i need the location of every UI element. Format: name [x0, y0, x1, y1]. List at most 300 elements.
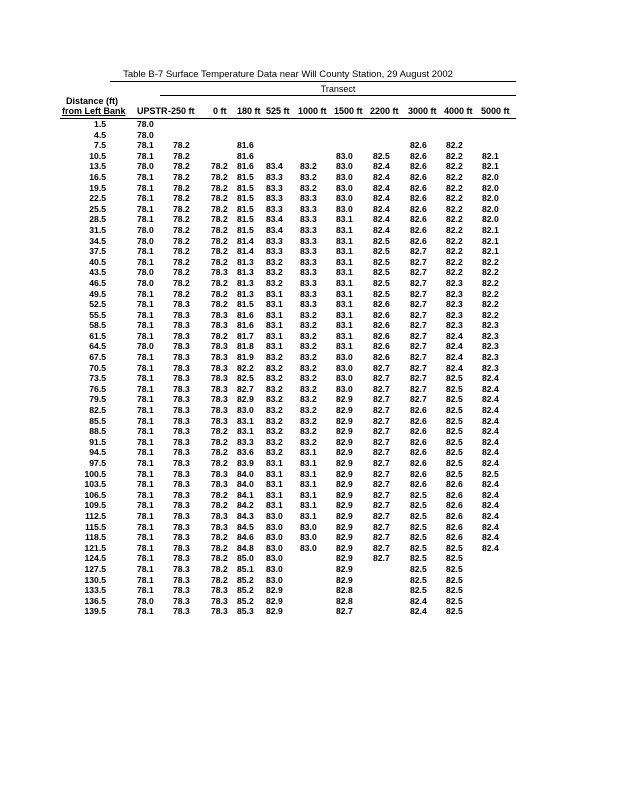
temperature-cell: 78.2	[211, 235, 228, 246]
temperature-cell: 78.0	[137, 119, 154, 129]
distance-cell: 118.5	[84, 532, 106, 543]
distance-cell: 109.5	[84, 500, 106, 511]
temperature-cell: 83.2	[300, 309, 317, 320]
temperature-cell: 83.2	[266, 394, 283, 405]
temperature-cell: 81.3	[237, 256, 254, 267]
temperature-cell: 78.1	[137, 320, 154, 331]
temperature-cell: 81.6	[237, 140, 254, 151]
temperature-cell: 82.5	[446, 468, 463, 479]
temperature-cell: 83.1	[300, 500, 317, 511]
table-row	[0, 416, 618, 427]
temperature-cell: 82.1	[482, 246, 499, 257]
column-header: -250 ft	[168, 106, 195, 116]
temperature-cell: 78.2	[211, 447, 228, 458]
temperature-cell: 82.4	[446, 341, 463, 352]
temperature-cell: 82.3	[482, 330, 499, 341]
column-header: 1000 ft	[298, 106, 327, 116]
distance-cell: 46.5	[89, 277, 106, 288]
temperature-cell: 82.7	[410, 341, 427, 352]
temperature-cell: 83.2	[266, 362, 283, 373]
temperature-cell: 78.1	[137, 489, 154, 500]
temperature-cell: 78.2	[211, 288, 228, 299]
temperature-cell: 83.3	[300, 235, 317, 246]
temperature-cell: 82.7	[410, 394, 427, 405]
temperature-cell: 82.6	[446, 479, 463, 490]
temperature-cell: 82.4	[373, 203, 390, 214]
temperature-cell: 82.6	[446, 489, 463, 500]
temperature-cell: 83.2	[300, 426, 317, 437]
temperature-cell: 78.3	[173, 563, 190, 574]
temperature-cell: 82.7	[410, 277, 427, 288]
temperature-cell: 78.1	[137, 415, 154, 426]
temperature-cell: 83.4	[266, 161, 283, 172]
temperature-cell: 78.2	[211, 193, 228, 204]
temperature-cell: 82.2	[446, 267, 463, 278]
temperature-cell: 82.4	[482, 447, 499, 458]
temperature-cell: 83.1	[266, 500, 283, 511]
distance-cell: 28.5	[89, 214, 106, 225]
temperature-cell: 78.1	[137, 394, 154, 405]
temperature-cell: 82.5	[446, 436, 463, 447]
temperature-cell: 78.2	[173, 224, 190, 235]
table-body	[0, 119, 618, 617]
temperature-cell: 83.1	[336, 288, 353, 299]
table-title: Table B-7 Surface Temperature Data near Will County Station, 29 August 2002	[123, 69, 453, 80]
temperature-cell: 83.2	[300, 436, 317, 447]
temperature-cell: 78.1	[137, 309, 154, 320]
temperature-cell: 82.6	[410, 171, 427, 182]
temperature-cell: 83.0	[300, 521, 317, 532]
table-row	[0, 278, 618, 289]
temperature-cell: 78.2	[211, 489, 228, 500]
temperature-cell: 82.6	[410, 426, 427, 437]
distance-cell: 115.5	[84, 521, 106, 532]
distance-cell: 1.5	[94, 119, 106, 129]
temperature-cell: 82.2	[446, 161, 463, 172]
temperature-cell: 82.6	[446, 510, 463, 521]
temperature-cell: 85.2	[237, 585, 254, 596]
table-row	[0, 575, 618, 586]
temperature-cell: 78.2	[211, 161, 228, 172]
temperature-cell: 83.0	[266, 532, 283, 543]
temperature-cell: 82.4	[482, 405, 499, 416]
temperature-cell: 83.3	[266, 235, 283, 246]
table-row	[0, 130, 618, 141]
temperature-cell: 82.9	[336, 542, 353, 553]
temperature-cell: 78.3	[173, 394, 190, 405]
temperature-cell: 82.0	[482, 182, 499, 193]
transect-rule	[160, 95, 516, 96]
temperature-cell: 82.6	[410, 224, 427, 235]
temperature-cell: 81.7	[237, 330, 254, 341]
temperature-cell: 82.6	[446, 521, 463, 532]
temperature-cell: 82.4	[373, 161, 390, 172]
temperature-cell: 82.4	[482, 532, 499, 543]
distance-cell: 85.5	[89, 415, 106, 426]
temperature-cell: 83.2	[300, 161, 317, 172]
temperature-cell: 78.1	[137, 479, 154, 490]
table-row	[0, 267, 618, 278]
distance-cell: 124.5	[84, 553, 106, 564]
temperature-cell: 83.1	[266, 489, 283, 500]
temperature-cell: 82.0	[482, 203, 499, 214]
temperature-cell: 83.0	[266, 521, 283, 532]
temperature-cell: 81.4	[237, 235, 254, 246]
temperature-cell: 82.9	[336, 447, 353, 458]
temperature-cell: 83.0	[266, 574, 283, 585]
table-row	[0, 606, 618, 617]
temperature-cell: 82.3	[446, 309, 463, 320]
temperature-cell: 82.5	[410, 563, 427, 574]
table-row	[0, 500, 618, 511]
temperature-cell: 82.6	[446, 500, 463, 511]
temperature-cell: 78.0	[137, 267, 154, 278]
temperature-cell: 82.6	[410, 182, 427, 193]
table-row	[0, 490, 618, 501]
temperature-cell: 83.1	[336, 214, 353, 225]
column-header: 0 ft	[213, 106, 227, 116]
temperature-cell: 83.1	[237, 426, 254, 437]
temperature-cell: 82.5	[373, 288, 390, 299]
temperature-cell: 78.2	[211, 214, 228, 225]
temperature-cell: 78.2	[173, 246, 190, 257]
temperature-cell: 78.2	[211, 171, 228, 182]
temperature-cell: 82.9	[237, 394, 254, 405]
temperature-cell: 78.1	[137, 521, 154, 532]
column-header: 525 ft	[266, 106, 290, 116]
temperature-cell: 83.1	[336, 246, 353, 257]
temperature-cell: 82.2	[482, 288, 499, 299]
table-row	[0, 352, 618, 363]
temperature-cell: 82.5	[373, 246, 390, 257]
temperature-cell: 84.0	[237, 468, 254, 479]
temperature-cell: 78.1	[137, 299, 154, 310]
temperature-cell: 78.2	[211, 532, 228, 543]
temperature-cell: 85.2	[237, 574, 254, 585]
temperature-cell: 82.5	[237, 373, 254, 384]
temperature-cell: 82.7	[410, 320, 427, 331]
temperature-cell: 78.3	[211, 320, 228, 331]
table-row	[0, 151, 618, 162]
temperature-cell: 78.3	[173, 574, 190, 585]
temperature-cell: 83.2	[300, 182, 317, 193]
temperature-cell: 78.1	[137, 500, 154, 511]
temperature-cell: 83.2	[266, 352, 283, 363]
distance-cell: 94.5	[89, 447, 106, 458]
temperature-cell: 82.4	[373, 171, 390, 182]
temperature-cell: 83.3	[300, 246, 317, 257]
temperature-cell: 82.2	[446, 140, 463, 151]
temperature-cell: 78.1	[137, 468, 154, 479]
temperature-cell: 82.9	[336, 468, 353, 479]
temperature-cell: 78.3	[211, 383, 228, 394]
temperature-cell: 81.5	[237, 214, 254, 225]
distance-cell: 79.5	[89, 394, 106, 405]
temperature-cell: 78.1	[137, 532, 154, 543]
temperature-cell: 82.7	[373, 542, 390, 553]
table-row	[0, 564, 618, 575]
temperature-cell: 78.1	[137, 288, 154, 299]
temperature-cell: 82.5	[446, 415, 463, 426]
distance-cell: 34.5	[89, 235, 106, 246]
table-row	[0, 447, 618, 458]
temperature-cell: 81.5	[237, 171, 254, 182]
temperature-cell: 83.0	[336, 193, 353, 204]
table-row	[0, 479, 618, 490]
distance-cell: 67.5	[89, 352, 106, 363]
temperature-cell: 78.2	[211, 299, 228, 310]
temperature-cell: 82.9	[266, 606, 283, 617]
distance-cell: 22.5	[89, 193, 106, 204]
title-rule	[110, 81, 516, 82]
temperature-cell: 83.1	[300, 489, 317, 500]
temperature-cell: 83.3	[300, 288, 317, 299]
temperature-cell: 83.3	[266, 203, 283, 214]
temperature-cell: 82.1	[482, 224, 499, 235]
temperature-cell: 83.1	[336, 309, 353, 320]
temperature-cell: 78.1	[137, 256, 154, 267]
temperature-cell: 82.7	[373, 479, 390, 490]
temperature-cell: 78.1	[137, 140, 154, 151]
temperature-cell: 83.2	[300, 171, 317, 182]
temperature-cell: 82.7	[373, 362, 390, 373]
temperature-cell: 78.3	[173, 415, 190, 426]
temperature-cell: 78.3	[173, 542, 190, 553]
temperature-cell: 78.3	[173, 458, 190, 468]
temperature-cell: 78.1	[137, 352, 154, 363]
temperature-cell: 82.2	[446, 235, 463, 246]
distance-cell: 136.5	[84, 595, 106, 606]
temperature-cell: 82.9	[336, 574, 353, 585]
temperature-cell: 83.3	[266, 182, 283, 193]
temperature-cell: 82.7	[410, 288, 427, 299]
temperature-cell: 82.4	[482, 426, 499, 437]
temperature-cell: 82.6	[373, 299, 390, 310]
temperature-cell: 82.4	[373, 193, 390, 204]
temperature-cell: 82.4	[482, 510, 499, 521]
temperature-cell: 81.5	[237, 299, 254, 310]
temperature-cell: 78.3	[173, 489, 190, 500]
temperature-cell: 82.8	[336, 595, 353, 606]
column-header: 3000 ft	[408, 106, 437, 116]
temperature-cell: 83.3	[266, 246, 283, 257]
table-row	[0, 469, 618, 480]
temperature-cell: 83.2	[300, 394, 317, 405]
distance-cell: 58.5	[89, 320, 106, 331]
table-row	[0, 299, 618, 310]
temperature-cell: 78.2	[173, 214, 190, 225]
temperature-cell: 78.1	[137, 246, 154, 257]
temperature-cell: 78.1	[137, 447, 154, 458]
temperature-cell: 82.6	[410, 415, 427, 426]
temperature-cell: 82.2	[482, 256, 499, 267]
temperature-cell: 83.2	[266, 436, 283, 447]
temperature-cell: 82.5	[446, 595, 463, 606]
temperature-cell: 82.9	[336, 563, 353, 574]
temperature-cell: 81.6	[237, 150, 254, 161]
temperature-cell: 83.1	[300, 447, 317, 458]
temperature-cell: 78.2	[173, 140, 190, 151]
column-header: 5000 ft	[481, 106, 510, 116]
temperature-cell: 82.9	[336, 426, 353, 437]
temperature-cell: 82.2	[446, 214, 463, 225]
temperature-cell: 83.3	[237, 436, 254, 447]
temperature-cell: 82.1	[482, 161, 499, 172]
temperature-cell: 82.4	[482, 458, 499, 468]
temperature-cell: 82.6	[410, 447, 427, 458]
temperature-cell: 83.1	[266, 288, 283, 299]
temperature-cell: 82.4	[373, 214, 390, 225]
temperature-cell: 78.1	[137, 426, 154, 437]
temperature-cell: 82.7	[373, 458, 390, 468]
temperature-cell: 78.1	[137, 458, 154, 468]
temperature-cell: 81.8	[237, 341, 254, 352]
temperature-cell: 83.0	[266, 510, 283, 521]
temperature-cell: 82.5	[446, 606, 463, 617]
temperature-cell: 82.6	[410, 203, 427, 214]
temperature-cell: 82.5	[482, 468, 499, 479]
table-row	[0, 405, 618, 416]
temperature-cell: 82.6	[373, 352, 390, 363]
temperature-cell: 78.3	[173, 362, 190, 373]
temperature-cell: 82.1	[482, 150, 499, 161]
table-row	[0, 289, 618, 300]
temperature-cell: 78.2	[211, 224, 228, 235]
temperature-cell: 82.0	[482, 171, 499, 182]
temperature-cell: 78.3	[173, 436, 190, 447]
temperature-cell: 82.3	[482, 341, 499, 352]
distance-cell: 106.5	[84, 489, 106, 500]
temperature-cell: 83.3	[300, 277, 317, 288]
temperature-cell: 78.2	[173, 150, 190, 161]
temperature-cell: 83.2	[266, 405, 283, 416]
temperature-cell: 83.3	[300, 299, 317, 310]
temperature-cell: 82.7	[410, 246, 427, 257]
temperature-cell: 83.1	[266, 468, 283, 479]
temperature-cell: 82.3	[446, 299, 463, 310]
temperature-cell: 82.2	[446, 182, 463, 193]
temperature-cell: 78.3	[211, 362, 228, 373]
temperature-cell: 83.4	[266, 224, 283, 235]
temperature-cell: 83.0	[266, 542, 283, 553]
temperature-cell: 82.5	[373, 267, 390, 278]
temperature-cell: 83.2	[300, 362, 317, 373]
temperature-cell: 78.1	[137, 193, 154, 204]
temperature-cell: 83.1	[336, 277, 353, 288]
temperature-cell: 81.6	[237, 161, 254, 172]
temperature-cell: 85.1	[237, 563, 254, 574]
temperature-cell: 83.1	[336, 341, 353, 352]
temperature-cell: 82.6	[410, 161, 427, 172]
temperature-cell: 78.1	[137, 362, 154, 373]
temperature-cell: 82.7	[410, 383, 427, 394]
temperature-cell: 78.3	[173, 532, 190, 543]
temperature-cell: 83.2	[266, 267, 283, 278]
column-header-row	[0, 106, 618, 118]
temperature-cell: 82.5	[410, 574, 427, 585]
distance-cell: 130.5	[84, 574, 106, 585]
temperature-cell: 82.5	[410, 532, 427, 543]
table-row	[0, 341, 618, 352]
temperature-cell: 82.7	[410, 309, 427, 320]
temperature-cell: 78.2	[211, 256, 228, 267]
temperature-cell: 78.3	[211, 352, 228, 363]
temperature-cell: 82.7	[373, 521, 390, 532]
temperature-cell: 83.1	[266, 341, 283, 352]
temperature-cell: 82.6	[410, 214, 427, 225]
distance-cell: 100.5	[84, 468, 106, 479]
temperature-cell: 82.8	[336, 585, 353, 596]
temperature-cell: 78.3	[211, 585, 228, 596]
temperature-cell: 82.3	[482, 362, 499, 373]
temperature-cell: 83.3	[300, 193, 317, 204]
temperature-cell: 83.0	[336, 161, 353, 172]
temperature-cell: 83.1	[300, 479, 317, 490]
temperature-cell: 82.6	[410, 405, 427, 416]
temperature-cell: 82.4	[446, 352, 463, 363]
temperature-cell: 82.7	[373, 405, 390, 416]
temperature-cell: 82.9	[336, 394, 353, 405]
temperature-cell: 82.7	[373, 468, 390, 479]
distance-cell: 121.5	[84, 542, 106, 553]
temperature-cell: 82.1	[482, 235, 499, 246]
temperature-cell: 82.3	[482, 320, 499, 331]
temperature-cell: 81.5	[237, 193, 254, 204]
temperature-cell: 82.5	[410, 510, 427, 521]
distance-cell: 19.5	[89, 182, 106, 193]
temperature-cell: 82.5	[446, 447, 463, 458]
distance-cell: 16.5	[89, 171, 106, 182]
temperature-cell: 78.3	[173, 341, 190, 352]
table-row	[0, 172, 618, 183]
temperature-cell: 78.2	[173, 256, 190, 267]
temperature-cell: 83.3	[300, 214, 317, 225]
temperature-cell: 83.0	[336, 203, 353, 214]
temperature-cell: 82.5	[373, 235, 390, 246]
temperature-cell: 78.3	[173, 468, 190, 479]
temperature-cell: 82.4	[446, 330, 463, 341]
distance-cell: 139.5	[84, 606, 106, 617]
table-row	[0, 257, 618, 268]
temperature-cell: 78.0	[137, 129, 154, 140]
table-row	[0, 384, 618, 395]
temperature-cell: 84.0	[237, 479, 254, 490]
temperature-cell: 82.9	[266, 595, 283, 606]
temperature-cell: 78.2	[211, 203, 228, 214]
distance-cell: 55.5	[89, 309, 106, 320]
temperature-cell: 82.3	[482, 352, 499, 363]
distance-cell: 127.5	[84, 563, 106, 574]
temperature-cell: 78.0	[137, 341, 154, 352]
temperature-cell: 78.1	[137, 510, 154, 521]
temperature-cell: 82.7	[373, 394, 390, 405]
table-row	[0, 437, 618, 448]
temperature-cell: 82.7	[410, 299, 427, 310]
temperature-cell: 82.4	[410, 606, 427, 617]
temperature-cell: 78.3	[211, 521, 228, 532]
temperature-cell: 83.6	[237, 447, 254, 458]
temperature-cell: 78.0	[137, 235, 154, 246]
temperature-cell: 78.2	[211, 182, 228, 193]
temperature-cell: 78.1	[137, 606, 154, 617]
temperature-cell: 82.6	[410, 436, 427, 447]
temperature-cell: 83.1	[336, 320, 353, 331]
temperature-cell: 82.6	[410, 150, 427, 161]
temperature-cell: 82.4	[446, 362, 463, 373]
temperature-cell: 82.5	[446, 405, 463, 416]
distance-cell: 43.5	[89, 267, 106, 278]
temperature-cell: 83.2	[266, 373, 283, 384]
